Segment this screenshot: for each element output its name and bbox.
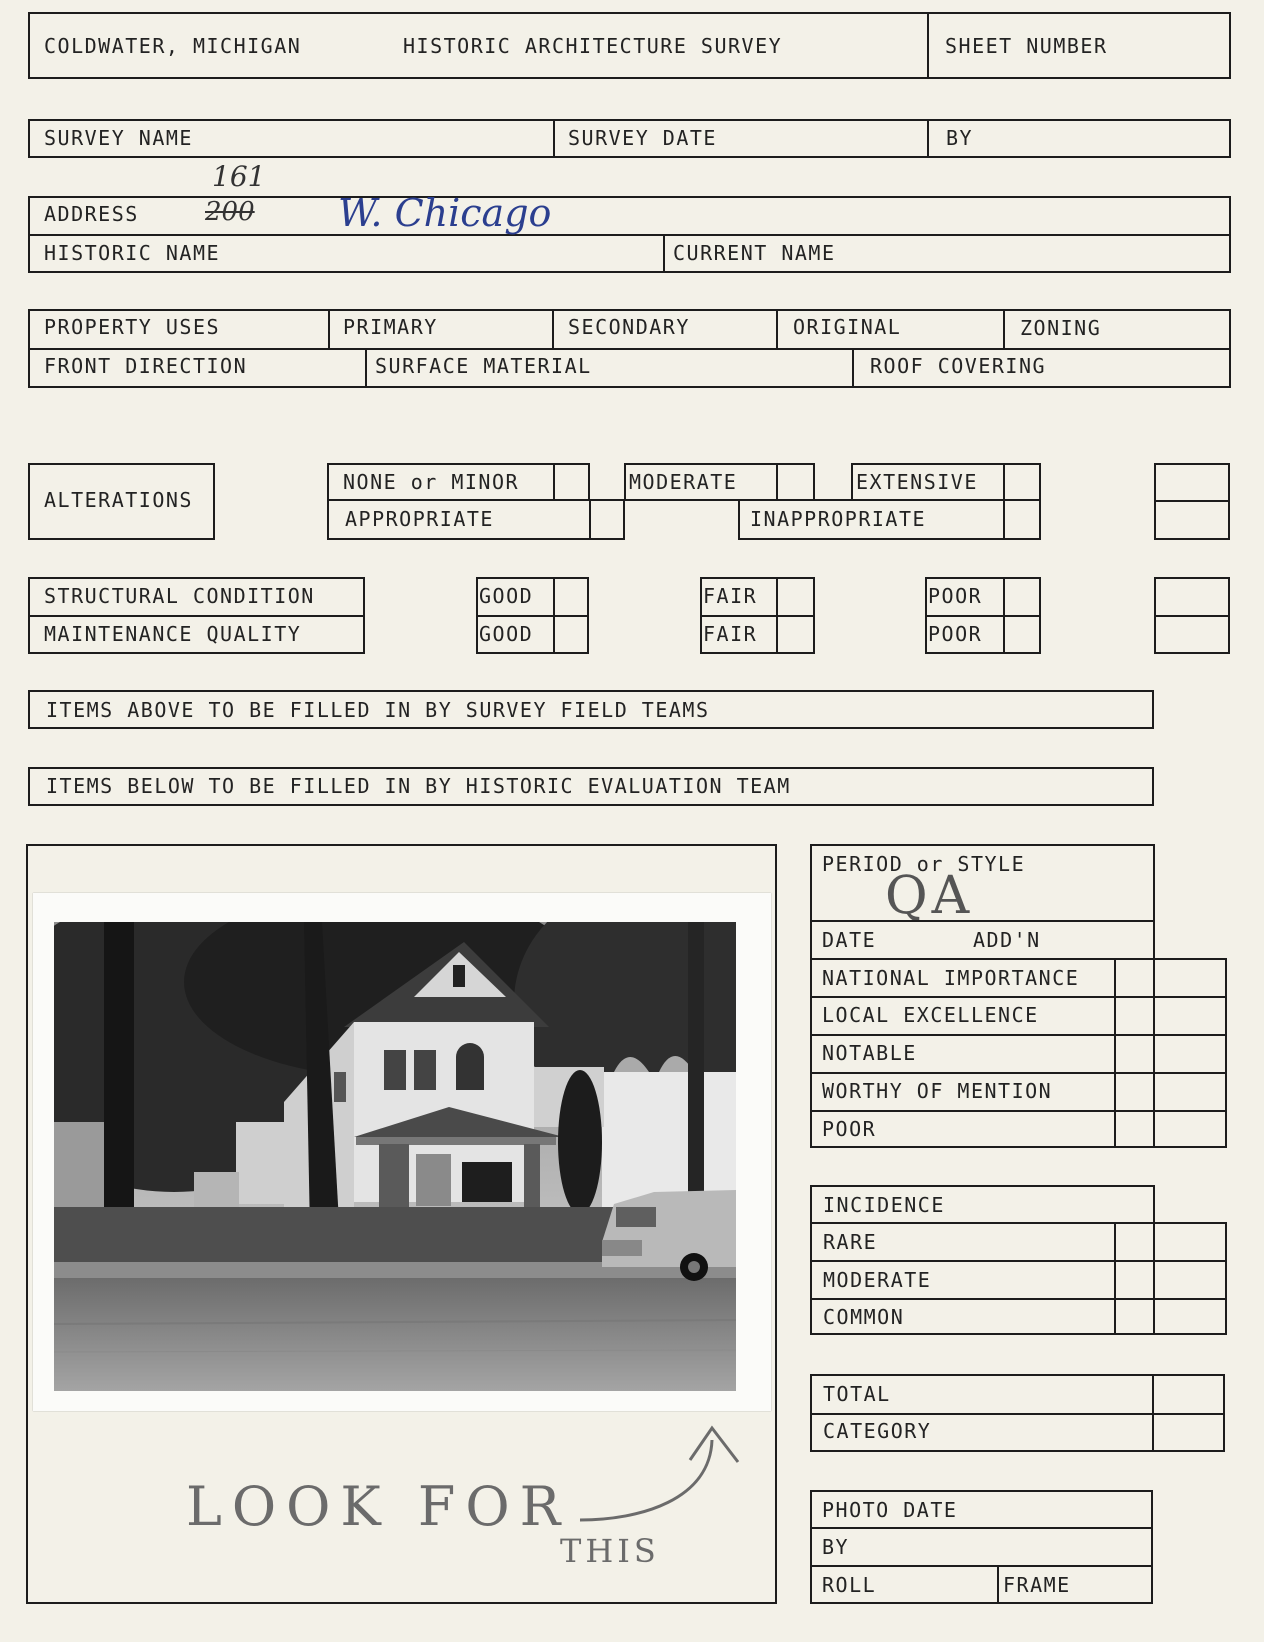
eval-row-local: LOCAL EXCELLENCE: [822, 1003, 1039, 1027]
primary-label: PRIMARY: [343, 315, 438, 339]
eval-row-worthy: WORTHY OF MENTION: [822, 1079, 1053, 1103]
incidence-rare: RARE: [823, 1230, 878, 1254]
original-label: ORIGINAL: [793, 315, 902, 339]
front-direction-label: FRONT DIRECTION: [44, 354, 248, 378]
evaluation-team-note: ITEMS BELOW TO BE FILLED IN BY HISTORIC EVALUATION TEAM: [46, 774, 791, 798]
address-label: ADDRESS: [44, 202, 139, 226]
field-teams-note: ITEMS ABOVE TO BE FILLED IN BY SURVEY FIELD TEAMS: [46, 698, 710, 722]
moderate-alt-label: MODERATE: [629, 470, 738, 494]
roll-label: ROLL: [822, 1573, 877, 1597]
poor-label-structural: POOR: [928, 584, 983, 608]
fair-label-structural: FAIR: [703, 584, 758, 608]
address-street-handwritten: W. Chicago: [338, 191, 552, 235]
secondary-label: SECONDARY: [568, 315, 690, 339]
good-label-structural: GOOD: [479, 584, 534, 608]
sheet-number-label: SHEET NUMBER: [945, 34, 1108, 58]
poor-label-maintenance: POOR: [928, 622, 983, 646]
historic-name-label: HISTORIC NAME: [44, 241, 221, 265]
zoning-label: ZONING: [1020, 316, 1102, 340]
structural-condition-label: STRUCTURAL CONDITION: [44, 584, 315, 608]
eval-row-poor: POOR: [822, 1117, 877, 1141]
incidence-common: COMMON: [823, 1305, 905, 1329]
category-label: CATEGORY: [823, 1419, 932, 1443]
eval-row-notable: NOTABLE: [822, 1041, 917, 1065]
extensive-label: EXTENSIVE: [856, 470, 978, 494]
frame-label: FRAME: [1003, 1573, 1071, 1597]
incidence-label: INCIDENCE: [823, 1193, 945, 1217]
annotation-look-for: LOOK FOR: [186, 1475, 571, 1538]
property-uses-label: PROPERTY USES: [44, 315, 221, 339]
house-photograph: [54, 922, 736, 1391]
eval-addn-label: ADD'N: [973, 928, 1041, 952]
surface-material-label: SURFACE MATERIAL: [375, 354, 592, 378]
eval-row-national: NATIONAL IMPORTANCE: [822, 966, 1080, 990]
annotation-this: THIS: [560, 1532, 660, 1570]
address-number-struck: 200: [205, 197, 255, 227]
inappropriate-label: INAPPROPRIATE: [750, 507, 927, 531]
roof-covering-label: ROOF COVERING: [870, 354, 1047, 378]
survey-date-label: SURVEY DATE: [568, 126, 717, 150]
photo-date-label: PHOTO DATE: [822, 1498, 958, 1522]
eval-date-label: DATE: [822, 928, 877, 952]
good-label-maintenance: GOOD: [479, 622, 534, 646]
arrow-icon: [570, 1420, 750, 1530]
survey-name-label: SURVEY NAME: [44, 126, 193, 150]
maintenance-quality-label: MAINTENANCE QUALITY: [44, 622, 302, 646]
current-name-label: CURRENT NAME: [673, 241, 836, 265]
none-minor-label: NONE or MINOR: [343, 470, 520, 494]
total-label: TOTAL: [823, 1382, 891, 1406]
header-location: COLDWATER, MICHIGAN: [44, 34, 302, 58]
survey-by-label: BY: [946, 126, 974, 150]
appropriate-label: APPROPRIATE: [345, 507, 494, 531]
photo-by-label: BY: [822, 1535, 850, 1559]
header-title: HISTORIC ARCHITECTURE SURVEY: [403, 34, 783, 58]
address-number-handwritten: 161: [212, 160, 266, 193]
incidence-moderate: MODERATE: [823, 1268, 932, 1292]
alterations-label: ALTERATIONS: [44, 488, 193, 512]
period-style-label: PERIOD or STYLE: [822, 852, 1026, 876]
fair-label-maintenance: FAIR: [703, 622, 758, 646]
period-style-handwritten: QA: [885, 866, 974, 926]
